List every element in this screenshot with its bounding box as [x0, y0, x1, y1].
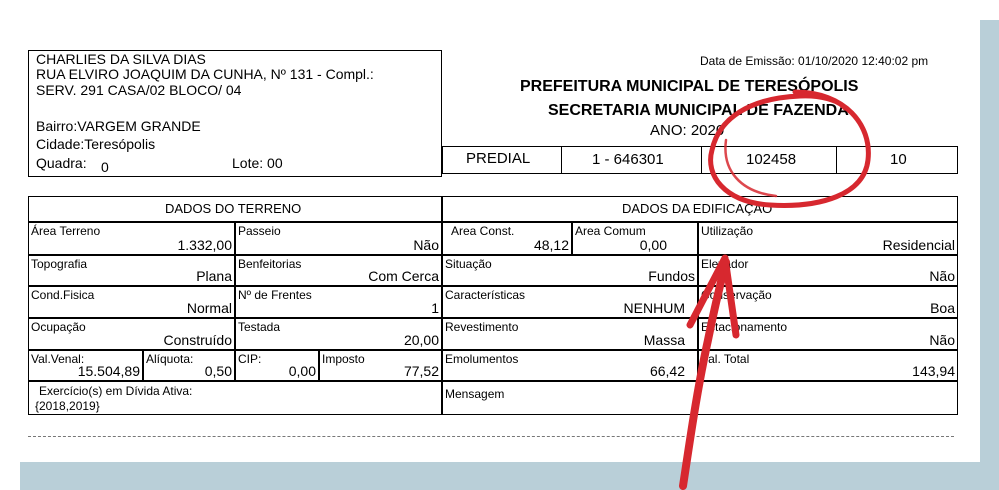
cond-fisica-cell: Cond.Fisica Normal [28, 286, 235, 318]
inscricao-number: 1 - 646301 [592, 151, 664, 168]
aliquota-cell: Alíquota: 0,50 [143, 350, 235, 381]
exercicio-value: {2018,2019} [35, 399, 100, 413]
mensagem-cell: Mensagem [442, 381, 958, 415]
highlight-circle [711, 92, 869, 205]
owner-bairro: Bairro:VARGEM GRANDE [36, 118, 201, 134]
ocupacao-cell: Ocupação Construído [28, 318, 235, 350]
topografia-cell: Topografia Plana [28, 255, 235, 286]
conservacao-cell: Conservação Boa [698, 286, 958, 318]
secretaria-title: SECRETARIA MUNICIPAL DE FAZENDA [548, 102, 849, 119]
terreno-title: DADOS DO TERRENO [165, 201, 302, 216]
exercicio-label: Exercício(s) em Dívida Ativa: [39, 384, 193, 398]
passeio-cell: Passeio Não [235, 222, 442, 255]
owner-address-line2: SERV. 291 CASA/02 BLOCO/ 04 [36, 82, 242, 98]
owner-cidade: Cidade:Teresópolis [36, 136, 156, 152]
quadra-value: 0 [101, 159, 109, 175]
elevador-cell: Elevador Não [698, 255, 958, 286]
val-total-cell: Val. Total 143,94 [698, 350, 958, 381]
year: ANO: 2020 [650, 122, 725, 139]
highlight-circle-inner [725, 140, 776, 196]
owner-name: CHARLIES DA SILVA DIAS [36, 51, 206, 67]
emission-date: Data de Emissão: 01/10/2020 12:40:02 pm [700, 54, 929, 68]
area-comum-cell: Area Comum 0,00 [572, 222, 698, 255]
inscricao-code: 102458 [746, 151, 797, 168]
cip-cell: CIP: 0,00 [235, 350, 319, 381]
quadra-label: Quadra: [36, 155, 87, 171]
estacionamento-cell: Estacionamento Não [698, 318, 958, 350]
utilizacao-cell: Utilização Residencial [698, 222, 958, 255]
benfeitorias-cell: Benfeitorias Com Cerca [235, 255, 442, 286]
imposto-cell: Imposto 77,52 [319, 350, 442, 381]
owner-address-line1: RUA ELVIRO JOAQUIM DA CUNHA, Nº 131 - Compl.: [36, 66, 374, 82]
caracteristicas-cell: Características NENHUM [442, 286, 698, 318]
testada-cell: Testada 20,00 [235, 318, 442, 350]
frentes-cell: Nº de Frentes 1 [235, 286, 442, 318]
area-terreno-cell: Área Terreno 1.332,00 [28, 222, 235, 255]
val-venal-cell: Val.Venal: 15.504,89 [28, 350, 143, 381]
area-const-cell: Area Const. 48,12 [442, 222, 572, 255]
edificacao-title: DADOS DA EDIFICAÇÃO [622, 201, 773, 216]
inscricao-type: PREDIAL [466, 150, 531, 167]
prefeitura-title: PREFEITURA MUNICIPAL DE TERESÓPOLIS [520, 78, 859, 95]
revestimento-cell: Revestimento Massa [442, 318, 698, 350]
situacao-cell: Situação Fundos [442, 255, 698, 286]
lote: Lote: 00 [232, 155, 283, 171]
inscricao-extra: 10 [890, 151, 907, 168]
emolumentos-cell: Emolumentos 66,42 [442, 350, 698, 381]
